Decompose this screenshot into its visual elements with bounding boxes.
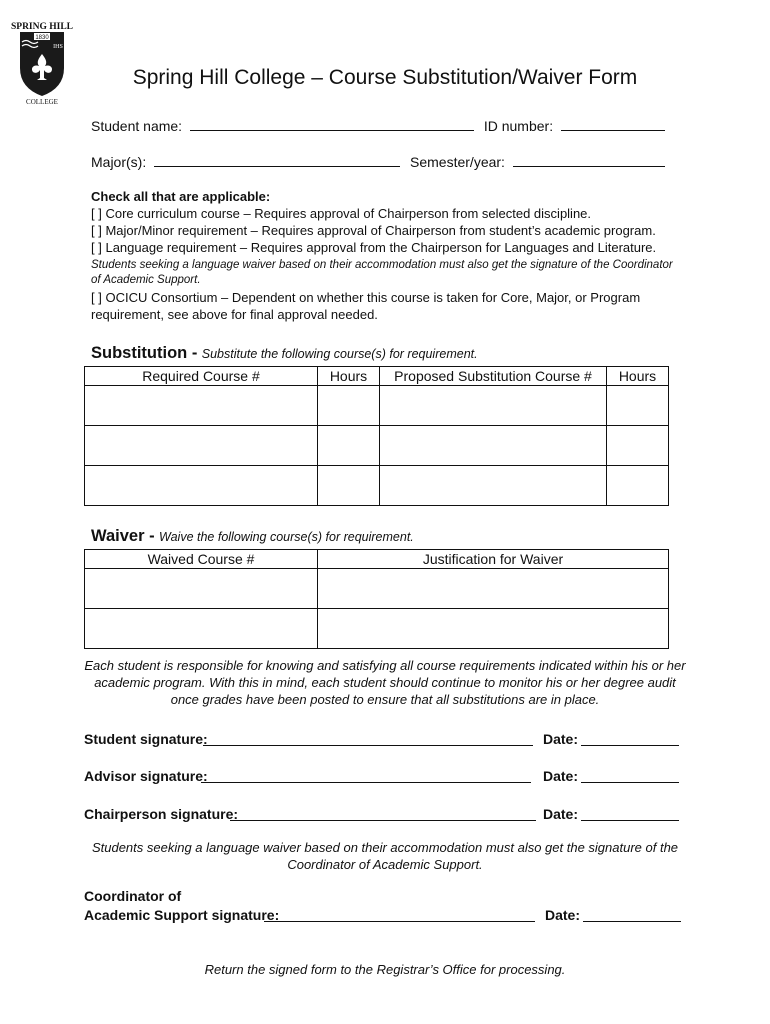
substitution-title: Substitution - bbox=[91, 344, 198, 362]
table-row bbox=[85, 569, 669, 609]
student-date-label: Date: bbox=[543, 731, 579, 747]
advisor-signature-label: Advisor signature: bbox=[84, 768, 208, 784]
advisor-signature-field[interactable] bbox=[201, 768, 531, 783]
waived-course-cell[interactable] bbox=[85, 569, 318, 609]
substitution-heading bbox=[91, 344, 478, 363]
id-number-label: ID number: bbox=[483, 118, 554, 134]
coordinator-signature-field[interactable] bbox=[264, 907, 535, 922]
column-header: Required Course # bbox=[85, 367, 318, 386]
column-header: Proposed Substitution Course # bbox=[380, 367, 607, 386]
svg-text:IHS: IHS bbox=[53, 44, 63, 50]
chair-signature-field[interactable] bbox=[230, 806, 536, 821]
coordinator-label-line-2: Academic Support signature: bbox=[84, 907, 280, 923]
proposed-course-cell[interactable] bbox=[380, 386, 607, 426]
language-note-line-1: Students seeking a language waiver based on their accommodation must also get the signature of the Coordinator bbox=[91, 259, 673, 271]
checklist-item-major[interactable] bbox=[91, 223, 656, 238]
table-row bbox=[85, 466, 669, 506]
student-signature-label: Student signature: bbox=[84, 731, 208, 747]
major-checkbox[interactable]: [ ] bbox=[91, 223, 102, 238]
substitution-header-row bbox=[85, 367, 669, 386]
language-checkbox[interactable]: [ ] bbox=[91, 240, 102, 255]
substitution-subtitle: Substitute the following course(s) for requirement. bbox=[201, 347, 478, 361]
required-course-cell[interactable] bbox=[85, 426, 318, 466]
checklist-item-core[interactable] bbox=[91, 206, 591, 221]
language-label: Language requirement – Requires approval from the Chairperson for Languages and Literature. bbox=[105, 240, 657, 255]
hours-cell[interactable] bbox=[318, 426, 380, 466]
checklist-item-language[interactable] bbox=[91, 240, 656, 255]
table-row bbox=[85, 426, 669, 466]
coordinator-note-line-1: Students seeking a language waiver based on their accommodation must also get the signature of the bbox=[91, 840, 679, 855]
major-row bbox=[91, 152, 665, 170]
coordinator-label-line-1: Coordinator of bbox=[84, 888, 182, 904]
notice-line-1: Each student is responsible for knowing and satisfying all course requirements indicated within his or her bbox=[84, 658, 686, 673]
chair-date-label: Date: bbox=[543, 806, 579, 822]
hours-cell[interactable] bbox=[607, 466, 669, 506]
proposed-course-cell[interactable] bbox=[380, 426, 607, 466]
notice-line-3: once grades have been posted to ensure that all substitutions are in place. bbox=[170, 692, 600, 707]
core-label: Core curriculum course – Requires approval of Chairperson from selected discipline. bbox=[105, 206, 592, 221]
coordinator-date-field[interactable] bbox=[583, 907, 681, 922]
waiver-table bbox=[84, 549, 669, 649]
column-header: Hours bbox=[318, 367, 380, 386]
chair-date-field[interactable] bbox=[581, 806, 679, 821]
advisor-date-label: Date: bbox=[543, 768, 579, 784]
hours-cell[interactable] bbox=[318, 466, 380, 506]
ocicu-label-line-2: requirement, see above for final approval needed. bbox=[91, 307, 378, 322]
column-header: Justification for Waiver bbox=[318, 550, 669, 569]
proposed-course-cell[interactable] bbox=[380, 466, 607, 506]
justification-cell[interactable] bbox=[318, 569, 669, 609]
advisor-date-field[interactable] bbox=[581, 768, 679, 783]
footer-instruction: Return the signed form to the Registrar’s Office for processing. bbox=[204, 962, 566, 977]
waiver-subtitle: Waive the following course(s) for requirement. bbox=[159, 530, 414, 544]
substitution-table bbox=[84, 366, 669, 506]
waiver-title: Waiver - bbox=[91, 527, 155, 545]
chair-signature-label: Chairperson signature: bbox=[84, 806, 239, 822]
student-name-row bbox=[91, 116, 665, 134]
table-row bbox=[85, 609, 669, 649]
svg-text:SPRING HILL: SPRING HILL bbox=[10, 22, 74, 32]
student-name-label: Student name: bbox=[91, 118, 183, 134]
required-course-cell[interactable] bbox=[85, 386, 318, 426]
coordinator-note-line-2: Coordinator of Academic Support. bbox=[287, 857, 483, 872]
form-title: Spring Hill College – Course Substitution/Waiver Form bbox=[132, 66, 638, 89]
majors-label: Major(s): bbox=[91, 154, 147, 170]
coordinator-date-label: Date: bbox=[545, 907, 581, 923]
required-course-cell[interactable] bbox=[85, 466, 318, 506]
majors-field[interactable] bbox=[154, 152, 400, 167]
checklist-heading: Check all that are applicable: bbox=[91, 189, 271, 204]
ocicu-checkbox[interactable]: [ ] bbox=[91, 290, 102, 305]
svg-text:1830: 1830 bbox=[35, 35, 49, 41]
core-checkbox[interactable]: [ ] bbox=[91, 206, 102, 221]
column-header: Waived Course # bbox=[85, 550, 318, 569]
id-number-field[interactable] bbox=[561, 116, 665, 131]
waiver-header-row bbox=[85, 550, 669, 569]
hours-cell[interactable] bbox=[607, 426, 669, 466]
ocicu-label: OCICU Consortium – Dependent on whether this course is taken for Core, Major, or Program bbox=[105, 290, 641, 305]
student-name-field[interactable] bbox=[190, 116, 474, 131]
student-signature-field[interactable] bbox=[203, 731, 533, 746]
table-row bbox=[85, 386, 669, 426]
checklist-item-ocicu[interactable] bbox=[91, 290, 640, 305]
semester-year-field[interactable] bbox=[513, 152, 665, 167]
major-label: Major/Minor requirement – Requires approval of Chairperson from student’s academic program. bbox=[105, 223, 656, 238]
hours-cell[interactable] bbox=[607, 386, 669, 426]
column-header: Hours bbox=[607, 367, 669, 386]
svg-text:COLLEGE: COLLEGE bbox=[26, 98, 58, 106]
student-date-field[interactable] bbox=[581, 731, 679, 746]
hours-cell[interactable] bbox=[318, 386, 380, 426]
justification-cell[interactable] bbox=[318, 609, 669, 649]
waived-course-cell[interactable] bbox=[85, 609, 318, 649]
language-note-line-2: of Academic Support. bbox=[91, 274, 201, 286]
semester-year-label: Semester/year: bbox=[410, 154, 505, 170]
waiver-heading bbox=[91, 527, 414, 546]
notice-line-2: academic program. With this in mind, each student should continue to monitor his or her degree audit bbox=[94, 675, 676, 690]
